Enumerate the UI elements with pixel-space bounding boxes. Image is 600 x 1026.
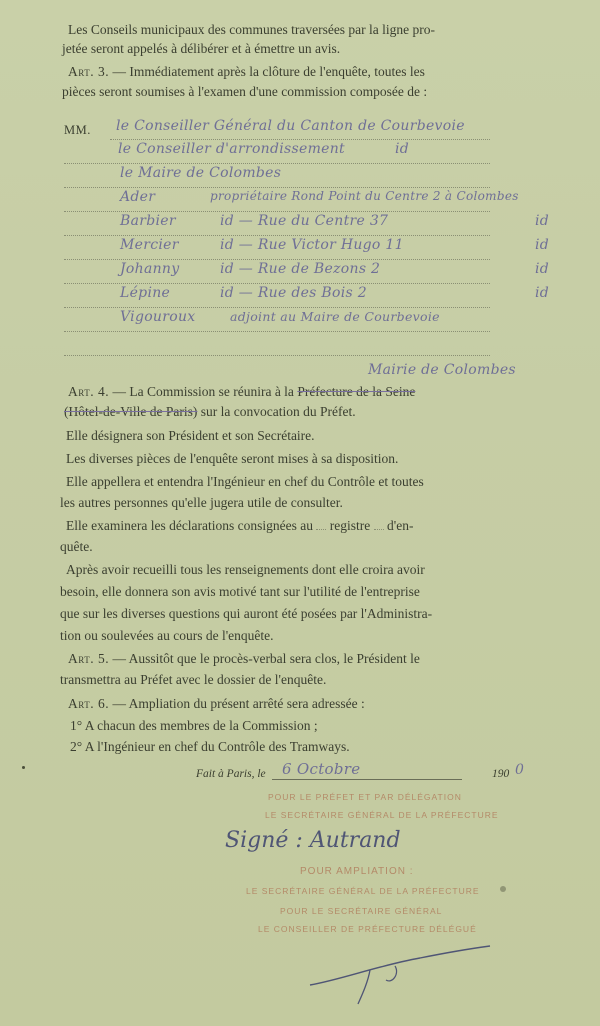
paragraph-line [64, 404, 356, 420]
stamp-line: POUR LE SECRÉTAIRE GÉNÉRAL [280, 906, 443, 916]
paragraph-line: jetée seront appelés à délibérer et à émettre un avis. [62, 41, 341, 56]
handwritten-insert: Mairie de Colombes [368, 362, 516, 378]
paragraph-line: Les Conseils municipaux des communes traversées par la ligne pro- [68, 22, 436, 37]
mm-label: MM. [64, 123, 91, 137]
handwritten-detail: propriétaire Rond Point du Centre 2 à Colombes [210, 189, 519, 203]
paragraph-line: transmettra au Préfet avec le dossier de l'enquête. [60, 672, 327, 687]
handwritten-detail: adjoint au Maire de Courbevoie [230, 309, 440, 324]
year-label: 190 [492, 768, 510, 780]
stamp-line: POUR LE PRÉFET ET PAR DÉLÉGATION [268, 792, 462, 802]
handwritten-member: le Maire de Colombes [120, 165, 282, 181]
article-label: Art. 6. [68, 696, 110, 711]
paragraph-line: que sur les diverses questions qui auront été posées par l'Administra- [60, 606, 433, 621]
stamp-line: LE CONSEILLER DE PRÉFECTURE DÉLÉGUÉ [258, 924, 477, 934]
paragraph-line: les autres personnes qu'elle jugera utile de consulter. [60, 495, 343, 510]
handwritten-detail: id — Rue Victor Hugo 11 [220, 237, 404, 253]
paragraph-line: besoin, elle donnera son avis motivé tant sur l'utilité de l'entreprise [60, 584, 420, 599]
paragraph-line: Les diverses pièces de l'enquête seront mises à sa disposition. [66, 451, 399, 466]
handwritten-year: 0 [515, 762, 525, 778]
punch-hole [500, 886, 506, 892]
article-label: Art. 4. [68, 384, 110, 399]
article-text: — Aussitôt que le procès-verbal sera clos, le Président le [112, 651, 420, 666]
article-text: sur la convocation du Préfet. [200, 404, 356, 419]
fill-line [64, 355, 490, 356]
handwritten-ditto: id [535, 237, 550, 253]
fill-line [64, 235, 490, 236]
paragraph-text: registre [329, 518, 371, 533]
handwritten-detail: id — Rue du Centre 37 [220, 213, 389, 229]
stamp-line: LE SECRÉTAIRE GÉNÉRAL DE LA PRÉFECTURE [265, 810, 499, 820]
handwritten-ditto: id [535, 261, 550, 277]
paragraph-line: Elle appellera et entendra l'Ingénieur en chef du Contrôle et toutes [66, 474, 424, 489]
handwritten-member: Ader [120, 189, 156, 205]
fait-label: Fait à Paris, le [196, 768, 266, 780]
handwritten-member: le Conseiller Général du Canton de Courbevoie [116, 118, 465, 134]
fill-line [316, 529, 326, 530]
article-text: — Immédiatement après la clôture de l'enquête, toutes les [112, 64, 425, 79]
stamp-line: LE SECRÉTAIRE GÉNÉRAL DE LA PRÉFECTURE [246, 886, 480, 896]
paragraph-line: pièces seront soumises à l'examen d'une commission composée de : [62, 84, 428, 99]
handwritten-detail: id — Rue des Bois 2 [220, 285, 367, 301]
paragraph-line [66, 518, 413, 534]
handwritten-member: Mercier [120, 237, 179, 253]
article-label: Art. 3. [68, 64, 110, 79]
article-text: — Ampliation du présent arrêté sera adressée : [112, 696, 365, 711]
handwritten-member: Barbier [120, 213, 176, 229]
list-item: 1° A chacun des membres de la Commission ; [70, 718, 318, 733]
fill-line [64, 283, 490, 284]
paraph-scribble [300, 940, 500, 1010]
handwritten-member: le Conseiller d'arrondissement [118, 141, 345, 157]
fill-line [64, 211, 490, 212]
handwritten-member: Vigouroux [120, 309, 196, 325]
article-6 [68, 696, 365, 712]
article-label: Art. 5. [68, 651, 110, 666]
handwritten-ditto: id [395, 141, 410, 157]
paragraph-text: Elle examinera les déclarations consignées au [66, 518, 314, 533]
fill-line [64, 163, 490, 164]
ink-dot [22, 766, 25, 769]
article-5 [68, 651, 420, 667]
handwritten-ditto: id [535, 285, 550, 301]
paragraph-text: d'en- [387, 518, 414, 533]
handwritten-member: Lépine [120, 285, 171, 301]
signature: Signé : Autrand [225, 828, 401, 853]
handwritten-member: Johanny [120, 261, 180, 277]
handwritten-date: 6 Octobre [282, 760, 361, 778]
fill-line [64, 331, 490, 332]
struck-text: Préfecture de la Seine [297, 384, 416, 399]
stamp-line: POUR AMPLIATION : [300, 866, 414, 877]
article-3 [68, 64, 425, 80]
handwritten-detail: id — Rue de Bezons 2 [220, 261, 381, 277]
paragraph-line: Après avoir recueilli tous les renseignements dont elle croira avoir [66, 562, 425, 577]
article-text: — La Commission se réunira à la [112, 384, 294, 399]
paragraph-line: tion ou soulevées au cours de l'enquête. [60, 628, 274, 643]
fill-line [64, 307, 490, 308]
list-item: 2° A l'Ingénieur en chef du Contrôle des Tramways. [70, 739, 350, 754]
struck-text: (Hôtel-de-Ville de Paris) [64, 404, 198, 419]
paragraph-line: Elle désignera son Président et son Secrétaire. [66, 428, 315, 443]
article-4 [68, 384, 415, 400]
fill-line [374, 529, 384, 530]
handwritten-ditto: id [535, 213, 550, 229]
fill-line [64, 259, 490, 260]
paragraph-line: quête. [60, 539, 93, 554]
fill-line [64, 187, 490, 188]
date-line [272, 779, 462, 780]
fill-line [110, 139, 490, 140]
